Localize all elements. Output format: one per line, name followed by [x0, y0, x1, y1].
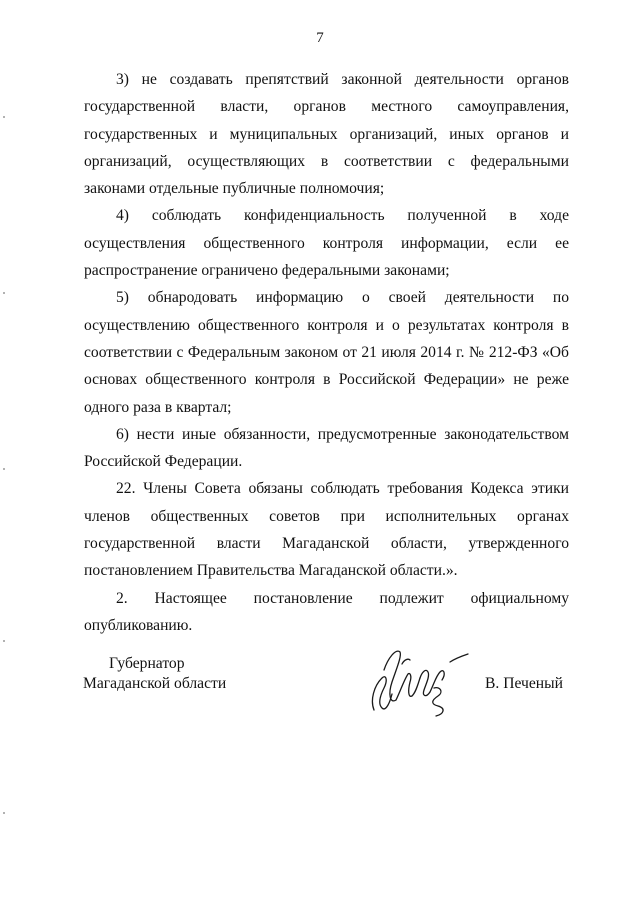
paragraph-clause-22: 22. Члены Совета обязаны соблюдать требования Кодекса этики членов общественных советов при исполнительных органах государственной власти Магаданской области, утвержденного постановлением Правительства Магаданской области.». — [84, 480, 569, 580]
scan-margin-speck — [3, 468, 5, 470]
paragraph-item-6: 6) нести иные обязанности, предусмотренные законодательством Российской Федерации. — [84, 425, 569, 471]
signer-name: В. Печеный — [485, 675, 563, 692]
paragraph-item-4: 4) соблюдать конфиденциальность полученной в ходе осуществления общественного контроля информации, если ее распространение ограничено федеральными законами; — [84, 207, 569, 280]
document-body — [84, 66, 569, 639]
paragraph-publication: 2. Настоящее постановление подлежит официальному опубликованию. — [84, 589, 569, 634]
scan-margin-speck — [3, 292, 5, 294]
paragraph-item-3: 3) не создавать препятствий законной деятельности органов государственной власти, органов местного самоуправления, государственных и муниципальных организаций, иных органов и организаций, осуществляющих в соответствии с федеральными законами отдельные публичные полномочия; — [84, 71, 569, 198]
signer-title-line1: Губернатор — [109, 655, 185, 672]
handwritten-signature — [360, 640, 475, 722]
paragraph-item-5: 5) обнародовать информацию о своей деятельности по осуществлению общественного контроля и о результатах контроля в соответствии с Федеральным законом от 21 июля 2014 г. № 212-ФЗ «Об основах общественного контроля в Российской Федерации» не реже одного раза в квартал; — [84, 289, 569, 416]
signer-title-line2: Магаданской области — [83, 675, 227, 692]
scan-margin-speck — [3, 812, 5, 814]
scan-margin-speck — [3, 640, 5, 642]
scan-margin-speck — [3, 116, 5, 118]
signature-block — [0, 654, 640, 734]
page-number: 7 — [316, 30, 324, 46]
signer-title — [83, 654, 226, 694]
